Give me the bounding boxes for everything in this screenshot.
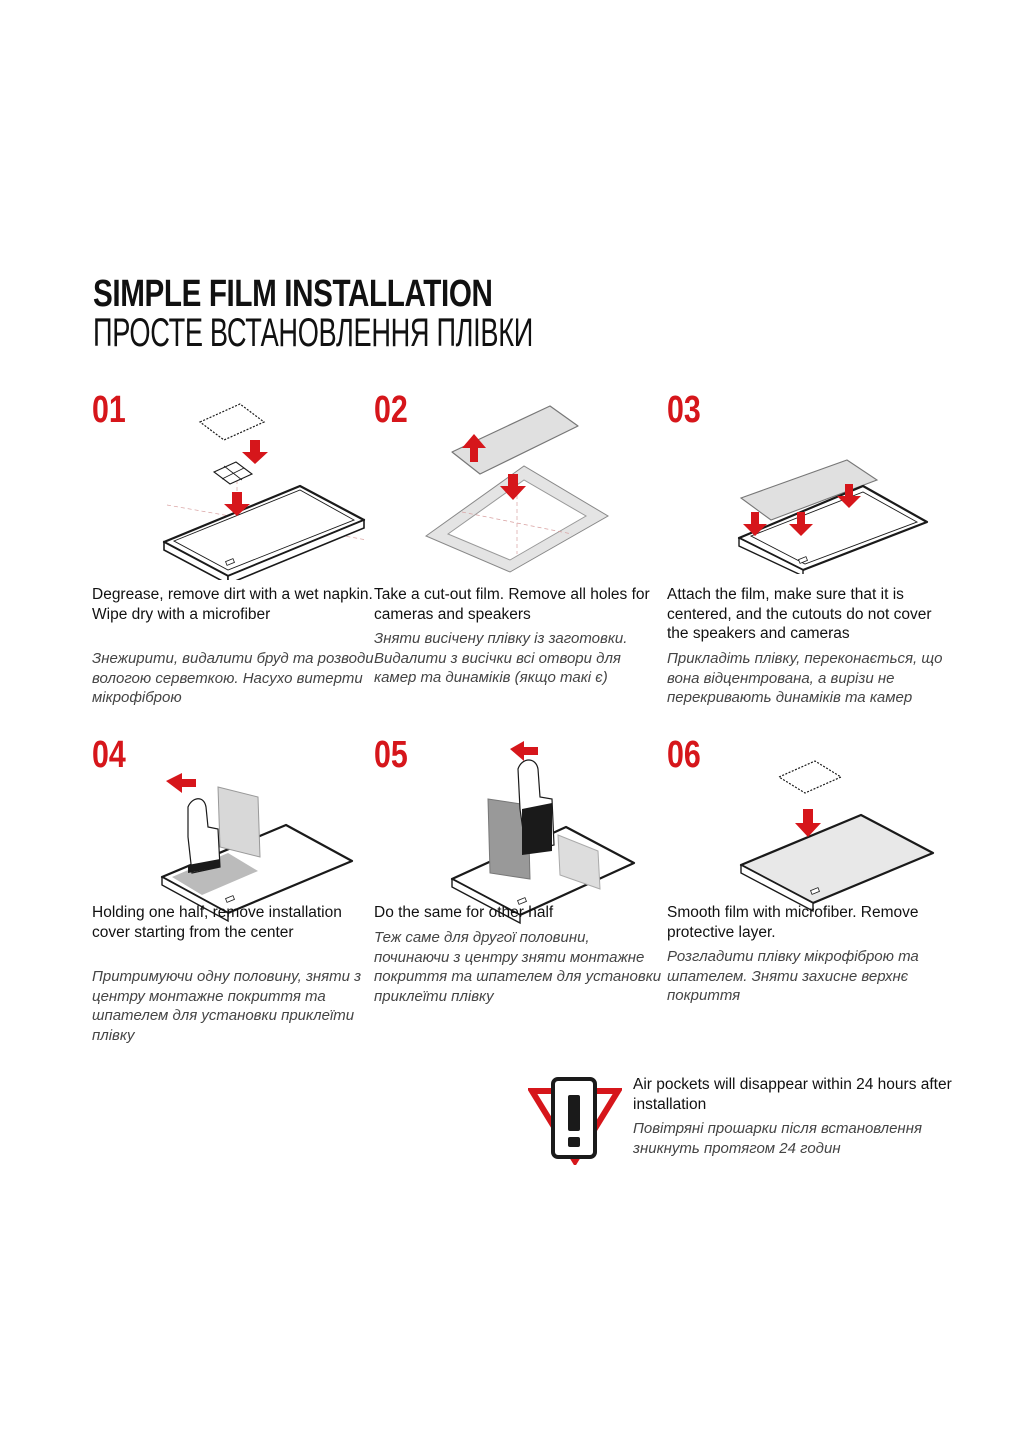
- step-text-ua: Прикладіть плівку, переконається, що вона відцентрована, а вирізи не перекривають динаміків та камер: [667, 650, 943, 706]
- film-cutout-icon: [422, 404, 662, 574]
- step-text-ua: Знежирити, видалити бруд та розводи вологою серветкою. Насухо витерти мікрофіброю: [92, 650, 374, 706]
- napkin-wipe-icon: [152, 400, 382, 580]
- step-text-ua: Притримуючи одну половину, зняти з центру монтажне покриття та шпателем для установки приклеїти плівку: [92, 968, 362, 1044]
- step-text-en: Attach the film, make sure that it is centered, and the cutouts do not cover the speakers and cameras: [667, 586, 932, 642]
- step-text-en: Holding one half, remove installation cover starting from the center: [92, 904, 342, 941]
- step-text-en: Do the same for other half: [374, 904, 554, 921]
- air-pockets-note: [528, 1075, 968, 1175]
- peel-other-half-icon: [448, 739, 668, 929]
- step-text-en: Degrease, remove dirt with a wet napkin. Wipe dry with a microfiber: [92, 586, 373, 623]
- step-number: 03: [667, 389, 701, 431]
- step-number: 06: [667, 734, 701, 776]
- step-text-ua: Розгладити плівку мікрофіброю та шпателем. Зняти захисне верхнє покриття: [667, 948, 919, 1004]
- step-text-ua: Теж саме для другої половини, починаючи з центру зняти монтажне покриття та шпателем для установки приклеїти плівку: [374, 929, 662, 1005]
- step-number: 02: [374, 389, 408, 431]
- step-text-en: Take a cut-out film. Remove all holes for cameras and speakers: [374, 586, 650, 623]
- step-number: 05: [374, 734, 408, 776]
- note-text-en: Air pockets will disappear within 24 hours after installation: [633, 1076, 952, 1113]
- page-title: SIMPLE FILM INSTALLATION: [93, 273, 493, 315]
- note-text-ua: Повітряні прошарки після встановлення зникнуть протягом 24 годин: [633, 1120, 922, 1157]
- smooth-film-icon: [737, 757, 957, 917]
- step-number: 04: [92, 734, 126, 776]
- warning-triangle-icon: [528, 1075, 622, 1165]
- step-text-en: Smooth film with microfiber. Remove protective layer.: [667, 904, 919, 941]
- step-text-ua: Зняти висічену плівку із заготовки. Видалити з висічки всі отвори для камер та динаміків (якщо такі є): [374, 630, 628, 686]
- step-number: 01: [92, 389, 126, 431]
- attach-film-icon: [735, 424, 955, 574]
- page-subtitle: ПРОСТЕ ВСТАНОВЛЕННЯ ПЛІВКИ: [93, 311, 533, 355]
